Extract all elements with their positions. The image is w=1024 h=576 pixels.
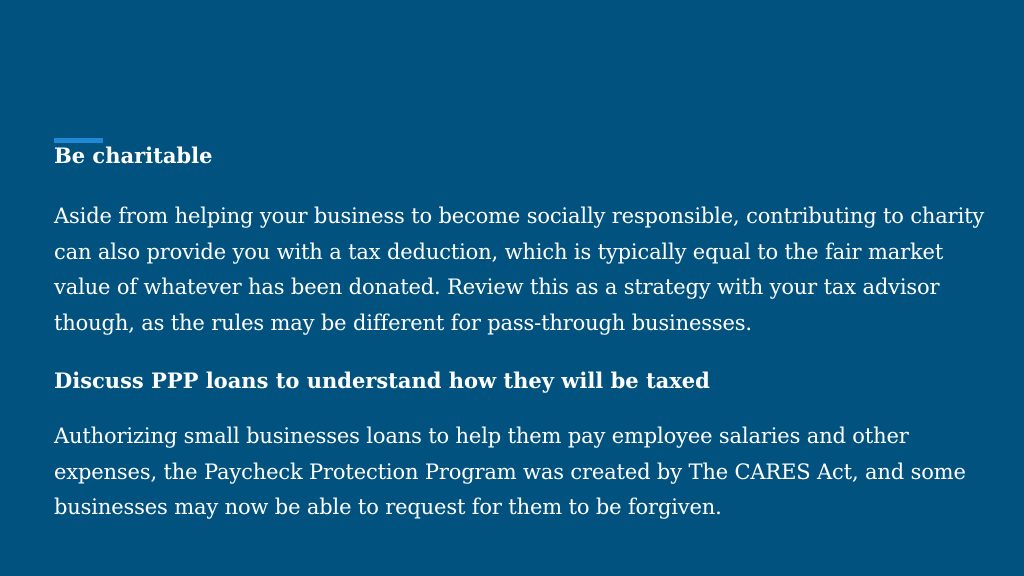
section-heading-ppp-loans: Discuss PPP loans to understand how they will be taxed xyxy=(54,368,710,393)
slide-content xyxy=(54,140,994,526)
section-body-charitable: Aside from helping your business to become socially responsible, contributing to charity can also provide you with a tax deduction, which is typically equal to the fair market value of whatever has been donated. Review this as a strategy with your tax advisor though, as the rules may be different for pass-through businesses. xyxy=(54,204,985,335)
section-body-ppp-loans: Authorizing small businesses loans to help them pay employee salaries and other expenses, the Paycheck Protection Program was created by The CARES Act, and some businesses may now be able to request for them to be forgiven. xyxy=(54,424,966,519)
section-heading-charitable: Be charitable xyxy=(54,143,213,168)
